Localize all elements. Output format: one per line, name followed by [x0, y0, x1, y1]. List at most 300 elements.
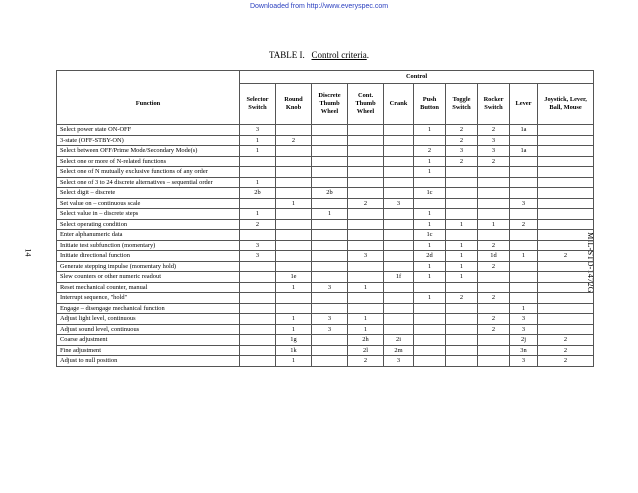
value-cell: 1	[446, 251, 478, 262]
value-cell	[478, 167, 510, 178]
value-cell	[446, 345, 478, 356]
value-cell: 1	[276, 356, 312, 367]
value-cell: 2	[538, 356, 594, 367]
header-control-group: Control	[240, 71, 594, 84]
value-cell: 1	[414, 209, 446, 220]
value-cell: 1	[446, 240, 478, 251]
table-row	[57, 261, 594, 272]
table-row	[57, 293, 594, 304]
value-cell	[312, 135, 348, 146]
value-cell	[478, 177, 510, 188]
caption-suffix: .	[366, 50, 369, 60]
value-cell: 2b	[312, 188, 348, 199]
table-row	[57, 272, 594, 283]
value-cell: 2	[446, 156, 478, 167]
table-row	[57, 188, 594, 199]
value-cell	[510, 230, 538, 241]
value-cell: 1	[312, 209, 348, 220]
value-cell	[446, 177, 478, 188]
value-cell	[240, 345, 276, 356]
value-cell	[312, 335, 348, 346]
value-cell: 2	[538, 335, 594, 346]
table-row	[57, 345, 594, 356]
value-cell	[348, 156, 384, 167]
value-cell	[538, 230, 594, 241]
value-cell	[240, 324, 276, 335]
value-cell	[510, 167, 538, 178]
table-caption	[0, 50, 638, 60]
function-cell: Set value on – continuous scale	[57, 198, 240, 209]
value-cell	[384, 261, 414, 272]
value-cell	[384, 230, 414, 241]
header-column: Crank	[384, 84, 414, 125]
value-cell	[414, 356, 446, 367]
value-cell	[276, 303, 312, 314]
value-cell: 3n	[510, 345, 538, 356]
value-cell	[240, 335, 276, 346]
value-cell: 1	[414, 272, 446, 283]
value-cell: 2	[446, 293, 478, 304]
value-cell: 3	[348, 251, 384, 262]
value-cell	[538, 314, 594, 325]
value-cell: 1	[510, 303, 538, 314]
value-cell	[510, 240, 538, 251]
table-row	[57, 156, 594, 167]
value-cell	[276, 156, 312, 167]
value-cell	[478, 230, 510, 241]
header-function: Function	[57, 84, 240, 125]
value-cell	[414, 345, 446, 356]
value-cell	[312, 230, 348, 241]
value-cell: 3	[384, 356, 414, 367]
value-cell	[312, 219, 348, 230]
value-cell	[478, 209, 510, 220]
value-cell	[276, 188, 312, 199]
value-cell	[276, 251, 312, 262]
function-cell: Select one of 3 to 24 discrete alternatives – sequential order	[57, 177, 240, 188]
value-cell: 2i	[384, 335, 414, 346]
value-cell	[312, 125, 348, 136]
header-column: Selector Switch	[240, 84, 276, 125]
value-cell	[384, 324, 414, 335]
value-cell	[312, 177, 348, 188]
value-cell: 1	[478, 219, 510, 230]
value-cell	[348, 261, 384, 272]
function-cell: Select operating condition	[57, 219, 240, 230]
value-cell: 3	[240, 240, 276, 251]
function-cell: Fine adjustment	[57, 345, 240, 356]
table-row	[57, 314, 594, 325]
value-cell: 2h	[348, 335, 384, 346]
value-cell	[446, 314, 478, 325]
value-cell	[240, 314, 276, 325]
value-cell	[538, 209, 594, 220]
value-cell	[312, 261, 348, 272]
function-cell: Select digit – discrete	[57, 188, 240, 199]
function-cell: Reset mechanical counter, manual	[57, 282, 240, 293]
value-cell	[446, 230, 478, 241]
value-cell	[414, 303, 446, 314]
value-cell	[384, 303, 414, 314]
value-cell	[478, 198, 510, 209]
control-criteria-table	[56, 70, 594, 367]
header-blank-cell	[57, 71, 240, 84]
document-id: MIL-STD-1472G	[585, 232, 595, 293]
value-cell	[510, 261, 538, 272]
table-row	[57, 146, 594, 157]
function-cell: Slew counters or other numeric readout	[57, 272, 240, 283]
value-cell	[538, 324, 594, 335]
caption-title: Control criteria	[311, 50, 367, 60]
value-cell	[384, 314, 414, 325]
value-cell	[348, 230, 384, 241]
value-cell	[312, 356, 348, 367]
value-cell	[276, 219, 312, 230]
value-cell	[348, 125, 384, 136]
value-cell	[538, 272, 594, 283]
value-cell	[348, 272, 384, 283]
value-cell: 2	[478, 156, 510, 167]
value-cell: 1k	[276, 345, 312, 356]
value-cell	[414, 198, 446, 209]
value-cell	[312, 293, 348, 304]
value-cell	[240, 272, 276, 283]
table-row	[57, 230, 594, 241]
value-cell	[240, 167, 276, 178]
value-cell	[510, 293, 538, 304]
value-cell	[446, 303, 478, 314]
function-cell: Select between OFF/Prime Mode/Secondary Mode(s)	[57, 146, 240, 157]
function-cell: Adjust sound level, continuous	[57, 324, 240, 335]
function-cell: Select power state ON-OFF	[57, 125, 240, 136]
value-cell: 1	[446, 261, 478, 272]
function-cell: 3-state (OFF-STBY-ON)	[57, 135, 240, 146]
header-column: Cont. Thumb Wheel	[348, 84, 384, 125]
value-cell: 1	[414, 293, 446, 304]
table-row	[57, 198, 594, 209]
value-cell: 2	[478, 125, 510, 136]
value-cell	[510, 209, 538, 220]
value-cell	[446, 282, 478, 293]
value-cell: 1	[414, 156, 446, 167]
value-cell: 2	[510, 219, 538, 230]
value-cell	[384, 240, 414, 251]
value-cell	[276, 125, 312, 136]
function-cell: Engage – disengage mechanical function	[57, 303, 240, 314]
value-cell	[538, 293, 594, 304]
value-cell	[510, 156, 538, 167]
header-column: Lever	[510, 84, 538, 125]
header-column: Rocker Switch	[478, 84, 510, 125]
value-cell	[478, 345, 510, 356]
value-cell: 2b	[240, 188, 276, 199]
value-cell	[538, 177, 594, 188]
value-cell: 2	[478, 293, 510, 304]
function-cell: Select value in – discrete steps	[57, 209, 240, 220]
value-cell: 1c	[414, 230, 446, 241]
function-cell: Initiate test subfunction (momentary)	[57, 240, 240, 251]
table-row	[57, 303, 594, 314]
value-cell	[414, 135, 446, 146]
value-cell: 2	[276, 135, 312, 146]
value-cell	[384, 209, 414, 220]
value-cell	[478, 188, 510, 199]
value-cell	[312, 198, 348, 209]
value-cell	[348, 219, 384, 230]
value-cell	[414, 177, 446, 188]
value-cell: 3	[510, 324, 538, 335]
value-cell	[538, 261, 594, 272]
value-cell	[348, 293, 384, 304]
value-cell: 1f	[384, 272, 414, 283]
value-cell: 1	[414, 167, 446, 178]
value-cell	[348, 303, 384, 314]
value-cell: 1a	[510, 146, 538, 157]
value-cell: 1	[414, 261, 446, 272]
value-cell	[538, 135, 594, 146]
value-cell	[312, 240, 348, 251]
value-cell	[446, 335, 478, 346]
value-cell: 1	[240, 135, 276, 146]
function-cell: Select one of N mutually exclusive functions of any order	[57, 167, 240, 178]
value-cell	[538, 240, 594, 251]
value-cell: 2l	[348, 345, 384, 356]
value-cell	[312, 272, 348, 283]
value-cell	[538, 198, 594, 209]
download-banner[interactable]: Downloaded from http://www.everyspec.com	[249, 3, 389, 10]
value-cell: 2	[538, 345, 594, 356]
value-cell	[312, 303, 348, 314]
value-cell: 2	[478, 324, 510, 335]
value-cell	[478, 335, 510, 346]
value-cell: 1	[276, 314, 312, 325]
header-column: Joystick, Lever, Ball, Mouse	[538, 84, 594, 125]
value-cell	[348, 188, 384, 199]
value-cell	[510, 177, 538, 188]
value-cell: 2	[538, 251, 594, 262]
value-cell	[414, 324, 446, 335]
value-cell	[276, 177, 312, 188]
value-cell: 2	[414, 146, 446, 157]
table-row	[57, 335, 594, 346]
value-cell	[384, 282, 414, 293]
value-cell: 3	[240, 125, 276, 136]
value-cell	[240, 230, 276, 241]
value-cell: 2	[478, 261, 510, 272]
value-cell: 3	[478, 135, 510, 146]
header-column: Toggle Switch	[446, 84, 478, 125]
value-cell	[478, 272, 510, 283]
value-cell	[538, 125, 594, 136]
value-cell	[240, 293, 276, 304]
value-cell	[276, 261, 312, 272]
value-cell	[384, 156, 414, 167]
value-cell	[348, 209, 384, 220]
value-cell: 1a	[510, 125, 538, 136]
value-cell	[446, 356, 478, 367]
value-cell: 1	[414, 125, 446, 136]
value-cell	[276, 146, 312, 157]
header-group-row	[57, 71, 594, 84]
value-cell: 2d	[414, 251, 446, 262]
value-cell: 3	[510, 198, 538, 209]
value-cell	[510, 282, 538, 293]
table-row	[57, 324, 594, 335]
value-cell	[240, 303, 276, 314]
value-cell: 3	[510, 356, 538, 367]
value-cell: 3	[384, 198, 414, 209]
function-cell: Generate stepping impulse (momentary hold)	[57, 261, 240, 272]
value-cell: 1e	[276, 272, 312, 283]
value-cell	[348, 135, 384, 146]
header-column: Push Button	[414, 84, 446, 125]
value-cell: 2	[348, 356, 384, 367]
value-cell: 2	[446, 125, 478, 136]
value-cell	[348, 167, 384, 178]
value-cell: 1	[348, 282, 384, 293]
table-row	[57, 356, 594, 367]
value-cell: 3	[312, 324, 348, 335]
value-cell: 3	[312, 282, 348, 293]
value-cell	[348, 240, 384, 251]
value-cell	[510, 272, 538, 283]
value-cell	[240, 356, 276, 367]
value-cell	[240, 198, 276, 209]
value-cell	[276, 230, 312, 241]
value-cell	[538, 303, 594, 314]
value-cell: 2m	[384, 345, 414, 356]
value-cell	[312, 156, 348, 167]
value-cell	[276, 240, 312, 251]
value-cell	[384, 251, 414, 262]
value-cell	[240, 156, 276, 167]
value-cell	[312, 345, 348, 356]
value-cell: 3	[312, 314, 348, 325]
value-cell: 2	[446, 135, 478, 146]
page-number: 14	[23, 248, 33, 257]
table-row	[57, 251, 594, 262]
function-cell: Initiate directional function	[57, 251, 240, 262]
function-cell: Adjust light level, continuous	[57, 314, 240, 325]
value-cell	[538, 156, 594, 167]
value-cell: 2	[240, 219, 276, 230]
value-cell	[348, 177, 384, 188]
value-cell: 1	[446, 219, 478, 230]
value-cell	[240, 282, 276, 293]
value-cell	[538, 219, 594, 230]
table-row	[57, 219, 594, 230]
table-row	[57, 125, 594, 136]
value-cell	[538, 146, 594, 157]
header-columns-row	[57, 84, 594, 125]
value-cell: 1	[240, 177, 276, 188]
value-cell: 1g	[276, 335, 312, 346]
table-body	[57, 125, 594, 367]
value-cell: 3	[446, 146, 478, 157]
value-cell	[446, 209, 478, 220]
value-cell	[478, 303, 510, 314]
value-cell: 1	[240, 209, 276, 220]
caption-prefix: TABLE I.	[268, 50, 305, 60]
value-cell	[414, 282, 446, 293]
value-cell: 1	[276, 198, 312, 209]
value-cell	[276, 167, 312, 178]
function-cell: Adjust to null position	[57, 356, 240, 367]
value-cell	[384, 177, 414, 188]
value-cell: 3	[510, 314, 538, 325]
value-cell: 2j	[510, 335, 538, 346]
value-cell	[478, 282, 510, 293]
value-cell: 1	[510, 251, 538, 262]
value-cell: 1	[446, 272, 478, 283]
value-cell	[478, 356, 510, 367]
value-cell: 2	[478, 314, 510, 325]
value-cell	[276, 293, 312, 304]
header-column: Round Knob	[276, 84, 312, 125]
table-header	[57, 71, 594, 125]
value-cell: 2	[348, 198, 384, 209]
function-cell: Coarse adjustment	[57, 335, 240, 346]
value-cell	[384, 219, 414, 230]
value-cell: 1	[276, 282, 312, 293]
value-cell	[414, 335, 446, 346]
function-cell: Interrupt sequence, "hold"	[57, 293, 240, 304]
value-cell: 1	[348, 314, 384, 325]
value-cell: 1	[348, 324, 384, 335]
value-cell: 1	[414, 240, 446, 251]
value-cell: 1d	[478, 251, 510, 262]
value-cell	[446, 198, 478, 209]
value-cell	[276, 209, 312, 220]
value-cell: 3	[478, 146, 510, 157]
value-cell: 3	[240, 251, 276, 262]
table-row	[57, 282, 594, 293]
value-cell	[240, 261, 276, 272]
table-row	[57, 209, 594, 220]
value-cell	[384, 188, 414, 199]
value-cell	[538, 188, 594, 199]
value-cell: 1c	[414, 188, 446, 199]
value-cell	[446, 167, 478, 178]
value-cell	[538, 282, 594, 293]
value-cell	[384, 293, 414, 304]
function-cell: Select one or more of N-related functions	[57, 156, 240, 167]
value-cell	[446, 324, 478, 335]
value-cell	[312, 146, 348, 157]
value-cell	[384, 167, 414, 178]
table-row	[57, 167, 594, 178]
table-row	[57, 177, 594, 188]
value-cell: 2	[478, 240, 510, 251]
value-cell	[384, 125, 414, 136]
value-cell: 1	[276, 324, 312, 335]
value-cell	[446, 188, 478, 199]
table-row	[57, 240, 594, 251]
value-cell	[510, 188, 538, 199]
value-cell	[384, 146, 414, 157]
value-cell	[312, 167, 348, 178]
value-cell: 1	[240, 146, 276, 157]
value-cell	[312, 251, 348, 262]
value-cell	[348, 146, 384, 157]
header-column: Discrete Thumb Wheel	[312, 84, 348, 125]
value-cell	[384, 135, 414, 146]
function-cell: Enter alphanumeric data	[57, 230, 240, 241]
value-cell	[510, 135, 538, 146]
table-row	[57, 135, 594, 146]
value-cell	[538, 167, 594, 178]
value-cell	[414, 314, 446, 325]
